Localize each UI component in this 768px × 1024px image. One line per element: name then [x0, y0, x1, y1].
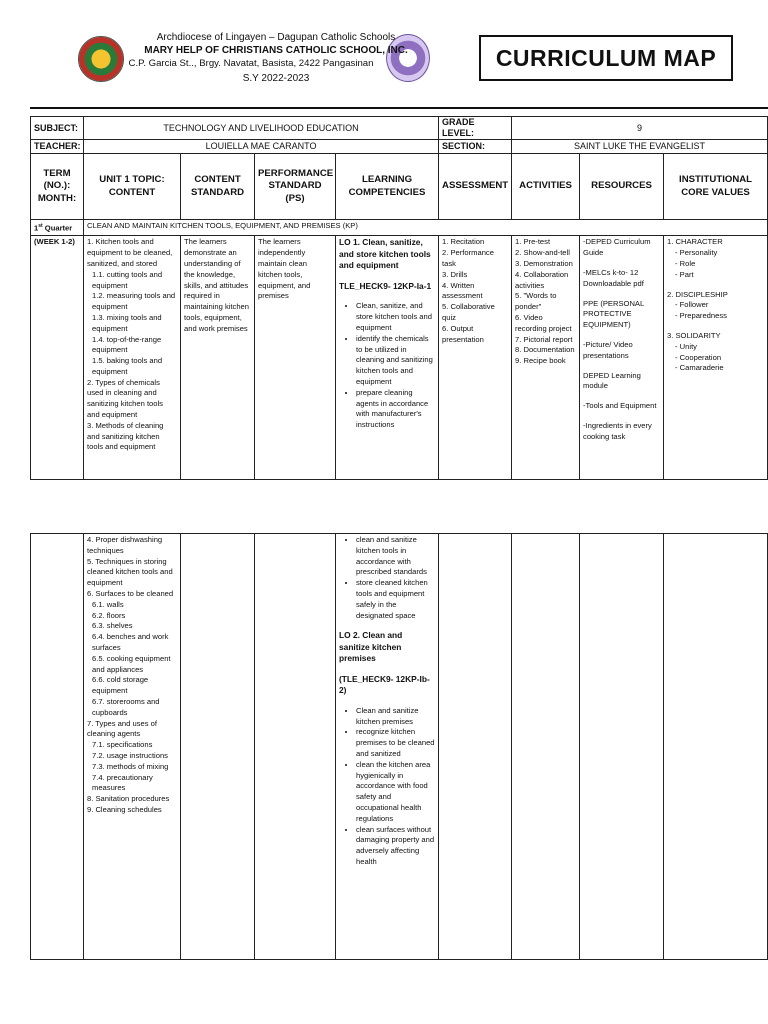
col-content-standard: CONTENT STANDARD [181, 154, 255, 220]
activity-item: 3. Demonstration [515, 258, 573, 268]
row1-resources-cell [580, 236, 664, 480]
col-performance-standard: PERFORMANCE STANDARD (PS) [255, 154, 336, 220]
row1-competencies-cell [336, 236, 439, 480]
content-item: 7.4. precautionary measures [92, 772, 153, 793]
activity-item: 9. Recipe book [515, 356, 566, 366]
content-item: 7. Types and uses of cleaning agents [87, 718, 157, 739]
content-item: 1.5. baking tools and equipment [92, 356, 163, 376]
row2-competencies-cell [336, 534, 439, 960]
content-item: 6.1. walls [92, 599, 124, 609]
row1-assessment-cell [439, 236, 512, 480]
quarter-ordinal-suffix: st [38, 223, 43, 229]
competency-item: • Clean and sanitize kitchen premises [356, 706, 435, 728]
lo1-list [339, 301, 435, 431]
col-term: TERM (NO.): MONTH: [31, 154, 84, 220]
content-item: 1. Kitchen tools and equipment to be cleaned, sanitized, and stored [87, 237, 173, 268]
subject-value: TECHNOLOGY AND LIVELIHOOD EDUCATION [84, 117, 439, 140]
teacher-value: LOUIELLA MAE CARANTO [84, 140, 439, 154]
row2-assessment-cell [439, 534, 512, 960]
activity-item: 2. Show-and-tell [515, 248, 570, 258]
content-item: 7.2. usage instructions [92, 750, 168, 760]
content-item: 8. Sanitation procedures [87, 794, 170, 804]
col-unit-topic: UNIT 1 TOPIC: CONTENT [84, 154, 181, 220]
value-item: - Preparedness [675, 311, 727, 321]
content-item: 7.1. specifications [92, 740, 153, 750]
activity-item: 6. Video recording project [515, 312, 572, 333]
curriculum-table-page2 [30, 533, 768, 960]
competency-item: • clean the kitchen area hygienically in accordance with food safety and occupational health regulations [356, 760, 435, 825]
assessment-item: 6. Output presentation [442, 323, 484, 344]
activity-item: 7. Pictorial report [515, 334, 573, 344]
resource-item: -Ingredients in every cooking task [583, 420, 652, 441]
subject-label: SUBJECT: [31, 117, 84, 140]
assessment-item: 4. Written assessment [442, 280, 483, 301]
value-item: - Cooperation [675, 352, 722, 362]
content-item: 1.3. mixing tools and equipment [92, 312, 162, 333]
quarter-label [31, 220, 84, 236]
competency-item: • identify the chemicals to be utilized in cleaning and sanitizing kitchen tools and equipment [356, 334, 435, 388]
content-item: 7.3. methods of mixing [92, 761, 169, 771]
content-item: 6.2. floors [92, 610, 126, 620]
content-item: 5. Techniques in storing cleaned kitchen tools and equipment [87, 556, 173, 588]
activity-item: 4. Collaboration activities [515, 269, 569, 290]
lo2-title: LO 2. Clean and sanitize kitchen premises [339, 630, 403, 664]
activity-item: 8. Documentation [515, 345, 575, 355]
archdiocese-line: Archdiocese of Lingayen – Dagupan Catholic Schools [156, 32, 396, 43]
school-address: C.P. Garcia St.., Brgy. Navatat, Basista, 2422 Pangasinan [128, 58, 374, 69]
content-item: 2. Types of chemicals used in cleaning and sanitizing kitchen tools and equipment [87, 377, 163, 420]
assessment-item: 3. Drills [442, 269, 468, 279]
header-divider [30, 107, 768, 109]
row2-activities-cell [512, 534, 580, 960]
grade-label: GRADE LEVEL: [439, 117, 512, 140]
grade-value: 9 [512, 117, 768, 140]
row2-resources-cell [580, 534, 664, 960]
content-item: 1.2. measuring tools and equipment [92, 291, 176, 312]
value-item: - Camaraderie [675, 363, 724, 373]
performance-standard-text: The learners independently maintain clean kitchen tools, equipment, and premises [255, 236, 336, 480]
value-item: - Unity [675, 341, 697, 351]
curriculum-table-page1 [30, 116, 768, 480]
quarter-weeks: (WEEK 1-2) [31, 236, 84, 480]
teacher-label: TEACHER: [31, 140, 84, 154]
resource-item: -Tools and Equipment [583, 401, 657, 411]
school-name: MARY HELP OF CHRISTIANS CATHOLIC SCHOOL, INC. [144, 45, 408, 56]
content-item: 6. Surfaces to be cleaned [87, 588, 174, 598]
resource-item: PPE (PERSONAL PROTECTIVE EQUIPMENT) [583, 298, 644, 330]
lo1-cont-list [339, 535, 435, 621]
row1-values-cell [664, 236, 768, 480]
content-item: 3. Methods of cleaning and sanitizing kitchen tools and equipment [87, 420, 164, 452]
lo2-code: (TLE_HECK9- 12KP-Ib-2) [339, 673, 430, 696]
competency-item: • store cleaned kitchen tools and equipment safely in the designated space [356, 578, 435, 621]
content-item: 6.6. cold storage equipment [92, 675, 149, 696]
competency-item: • clean surfaces without damaging property and adversely affecting health [356, 825, 435, 868]
resource-item: -MELCs k-to- 12 Downloadable pdf [583, 267, 644, 288]
document-title: CURRICULUM MAP [479, 35, 733, 81]
content-item: 6.3. shelves [92, 621, 133, 631]
assessment-item: 1. Recitation [442, 237, 485, 247]
row2-content-cell [84, 534, 181, 960]
value-item: 1. CHARACTER [667, 237, 723, 247]
content-item: 4. Proper dishwashing techniques [87, 535, 163, 555]
col-activities: ACTIVITIES [512, 154, 580, 220]
resource-item: -DEPED Curriculum Guide [583, 237, 651, 258]
col-assessment: ASSESSMENT [439, 154, 512, 220]
row2-term-cell [31, 534, 84, 960]
content-standard-text: The learners demonstrate an understanding of the knowledge, skills, and attitudes required in maintaining kitchen tools, equipment, and work premises [181, 236, 255, 480]
activity-item: 1. Pre-test [515, 237, 551, 247]
assessment-item: 5. Collaborative quiz [442, 302, 495, 322]
row2-performance-standard-cell [255, 534, 336, 960]
section-value: SAINT LUKE THE EVANGELIST [512, 140, 768, 154]
col-learning-competencies: LEARNING COMPETENCIES [336, 154, 439, 220]
value-item: - Personality [675, 248, 718, 258]
section-label: SECTION: [439, 140, 512, 154]
resource-item: -Picture/ Video presentations [583, 339, 633, 360]
content-item: 1.1. cutting tools and equipment [92, 269, 163, 290]
value-item: 3. SOLIDARITY [667, 330, 721, 340]
row1-content-cell [84, 236, 181, 480]
content-item: 9. Cleaning schedules [87, 804, 162, 814]
competency-item: • Clean, sanitize, and store kitchen tools and equipment [356, 301, 435, 333]
row2-values-cell [664, 534, 768, 960]
assessment-item: 2. Performance task [442, 248, 494, 268]
lo1-code: TLE_HECK9- 12KP-Ia-1 [339, 280, 432, 291]
quarter-topic: CLEAN AND MAINTAIN KITCHEN TOOLS, EQUIPMENT, AND PREMISES (KP) [84, 220, 768, 236]
content-item: 6.7. storerooms and cupboards [92, 696, 160, 717]
quarter-ordinal: 1 [34, 223, 39, 233]
activity-item: 5. "Words to ponder" [515, 291, 557, 312]
value-item: - Follower [675, 300, 709, 310]
competency-item: • recognize kitchen premises to be cleaned and sanitized [356, 727, 435, 759]
value-item: - Part [675, 269, 694, 279]
quarter-word: Quarter [42, 223, 73, 233]
col-core-values: INSTITUTIONAL CORE VALUES [664, 154, 768, 220]
content-item: 1.4. top-of-the-range equipment [92, 334, 162, 355]
content-item: 6.4. benches and work surfaces [92, 632, 169, 652]
content-item: 6.5. cooking equipment and appliances [92, 653, 171, 674]
competency-item: • clean and sanitize kitchen tools in accordance with prescribed standards [356, 535, 435, 578]
lo2-list [339, 706, 435, 868]
row2-content-standard-cell [181, 534, 255, 960]
row1-activities-cell [512, 236, 580, 480]
col-resources: RESOURCES [580, 154, 664, 220]
value-item: 2. DISCIPLESHIP [667, 289, 728, 299]
value-item: - Role [675, 258, 696, 268]
lo1-title: LO 1. Clean, sanitize, and store kitchen tools and equipment [339, 237, 431, 271]
competency-item: • prepare cleaning agents in accordance with manufacturer's instructions [356, 388, 435, 431]
school-year: S.Y 2022-2023 [242, 73, 310, 84]
resource-item: DEPED Learning module [583, 370, 641, 391]
